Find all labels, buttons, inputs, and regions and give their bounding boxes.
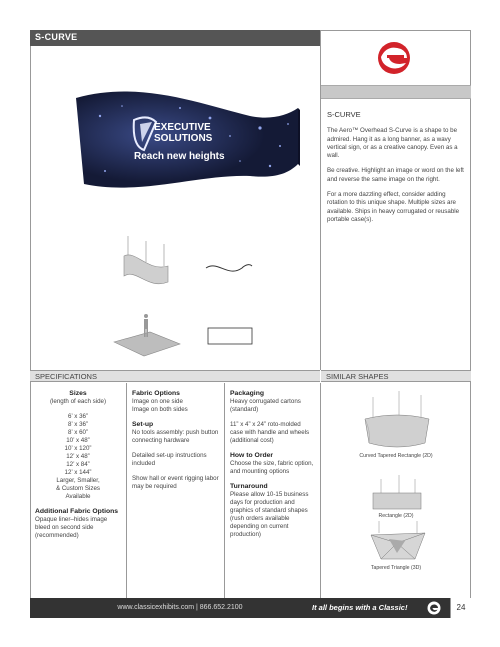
size-item: 10’ x 48”	[66, 437, 90, 444]
turnaround-title: Turnaround	[230, 483, 268, 490]
brand-logo	[321, 30, 471, 85]
product-illustrations	[30, 46, 320, 370]
page-footer	[30, 598, 450, 618]
size-note: Available	[65, 493, 91, 500]
size-item: 6’ x 36”	[67, 413, 89, 420]
banner-brand-line2: SOLUTIONS	[154, 133, 213, 144]
product-description	[327, 111, 467, 231]
size-note: Larger, Smaller,	[56, 477, 100, 484]
banner-slogan: Reach new heights	[134, 151, 225, 162]
setup-text-3: Show hall or event rigging labor may be required	[132, 475, 219, 490]
size-item: 12’ x 84”	[66, 461, 90, 468]
specifications-header: SPECIFICATIONS	[30, 370, 320, 382]
rectangle-shape	[373, 493, 421, 509]
column-divider	[320, 30, 321, 370]
description-paragraph-2: Be creative. Highlight an image or word on the left and reverse the same image on the right.	[327, 167, 464, 183]
front-view-rectangle	[208, 328, 252, 344]
turnaround-text: Please allow 10-15 business days for production and graphics of standard shapes (rush orders available depending on current production)	[230, 491, 309, 538]
size-note: & Custom Sizes	[55, 485, 100, 492]
how-to-order-text: Choose the size, fabric option, and mounting options	[230, 460, 314, 475]
description-paragraph-3: For a more dazzling effect, consider adding rotation to this unique shape. Multiple sizes are available. Ships in heavy corrugated or reusable portable case(s).	[327, 191, 460, 223]
size-item: 10’ x 120”	[64, 445, 92, 452]
similar-shapes-header: SIMILAR SHAPES	[321, 370, 471, 382]
size-item: 8’ x 36”	[67, 421, 89, 428]
additional-fabric-text: Opaque liner–hides image bleed on second side (recommended)	[35, 516, 108, 539]
fabric-option-item: Image on one side	[132, 398, 183, 405]
packaging-title: Packaging	[230, 390, 264, 397]
description-paragraph-1: The Aero™ Overhead S-Curve is a shape to be admired. Hang it as a long banner, as a wavy vertical sign, or as a creative canopy. Even as a wall.	[327, 127, 458, 160]
s-curve-top-view-line	[206, 265, 252, 271]
sizes-title: Sizes	[69, 390, 87, 397]
fabric-options-title: Fabric Options	[132, 390, 180, 397]
packaging-text-2: 11” x 4” x 24” roto-molded case with handle and wheels (additional cost)	[230, 421, 310, 444]
footer-tagline: It all begins with a Classic!	[312, 603, 408, 612]
page-title: S-CURVE	[30, 30, 320, 46]
setup-text-1: No tools assembly: push button connecting hardware	[132, 429, 219, 444]
footer-e-logo-icon	[427, 601, 441, 615]
similar-shapes-panel	[321, 383, 471, 598]
fabric-setup-column	[127, 383, 225, 598]
similar-shape-label: Rectangle (2D)	[378, 513, 414, 519]
footer-contact: www.classicexhibits.com | 866.652.2100	[117, 604, 243, 611]
setup-title: Set-up	[132, 421, 154, 428]
sizes-subtitle: (length of each side)	[49, 398, 107, 405]
similar-shape-label: Curved Tapered Rectangle (2D)	[359, 453, 433, 459]
additional-fabric-title: Additional Fabric Options	[35, 508, 119, 515]
classic-e-logo-icon	[321, 30, 471, 85]
description-title: S-CURVE	[327, 110, 361, 119]
size-item: 8’ x 60”	[67, 429, 89, 436]
page-number: 24	[450, 598, 471, 618]
banner-brand-line1: EXECUTIVE	[154, 122, 211, 133]
packaging-text-1: Heavy corrugated cartons (standard)	[230, 398, 301, 413]
sizes-column	[30, 383, 127, 598]
curved-tapered-rectangle-shape	[365, 415, 429, 447]
similar-shape-label: Tapered Triangle (3D)	[370, 565, 422, 571]
header-divider-strip	[321, 85, 471, 99]
fabric-option-item: Image on both sides	[132, 406, 188, 413]
size-item: 12’ x 144”	[64, 469, 92, 476]
sizes-list	[35, 413, 121, 501]
how-to-order-title: How to Order	[230, 452, 274, 459]
size-item: 12’ x 48”	[66, 453, 90, 460]
setup-text-2: Detailed set-up instructions included	[132, 452, 207, 467]
packaging-order-column	[225, 383, 321, 598]
